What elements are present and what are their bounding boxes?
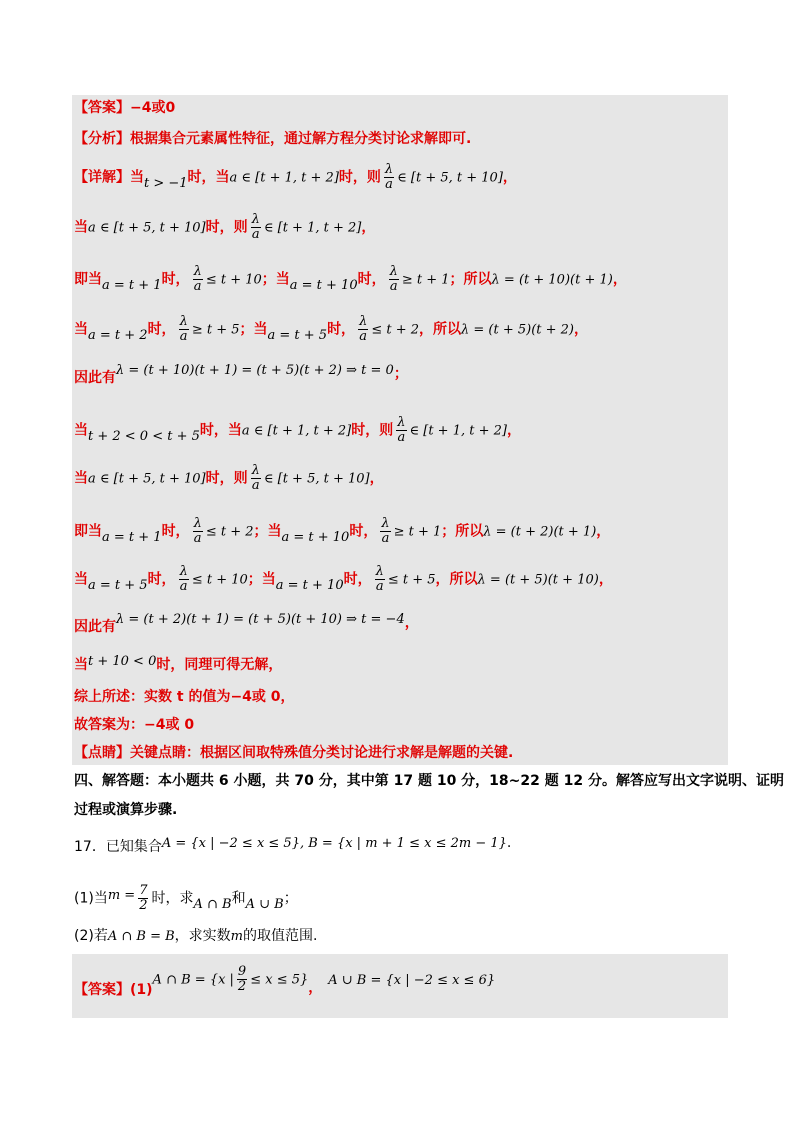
fraction [375,565,385,594]
text: 时，求 [151,890,194,907]
math-expr: A ∪ B = {x | −2 ≤ x ≤ 6} [328,972,496,988]
answer-tag: 【答案】 [74,981,130,998]
text: 17．已知集合 [74,839,162,855]
text: ， [308,979,323,996]
math-expr: ≤ t + 10 [191,572,248,588]
text: 即当 [74,271,102,288]
frac-num: λ [251,212,260,227]
frac-den: a [179,329,188,344]
text: 当 [74,321,88,338]
frac-num: λ [193,516,202,531]
text: ，求实数 [174,928,231,944]
text: ， [506,422,521,439]
fraction [396,416,406,445]
text: (1)当 [74,890,108,907]
frac-num: λ [381,516,390,531]
math-expr: a = t + 10 [275,577,344,593]
math-expr: ≤ t + 2 [371,322,419,338]
question-17-stem [74,833,511,854]
frac-num: λ [359,314,368,329]
math-expr: a ∈ [t + 1, t + 2] [241,423,352,439]
text: 时，当 [187,169,230,186]
section-heading-line-1 [74,771,784,791]
text: 时， [161,523,190,540]
text: ；当 [261,271,290,288]
math-expr: a = t + 10 [281,529,350,545]
text: 因此有 [74,370,116,386]
math-expr: A ∩ B [193,896,232,912]
question-17-part-2 [74,926,317,947]
math-expr: ≥ t + 1 [401,272,450,288]
fraction [138,884,148,913]
frac-den: a [179,579,188,594]
frac-den: a [359,329,368,344]
math-expr: ≤ t + 10 [205,272,262,288]
frac-den: a [381,531,390,546]
answer-tag: 【答案】 [74,100,130,116]
frac-den: a [193,279,202,294]
text: 时， [357,271,386,288]
math-expr: a = t + 1 [102,529,162,545]
math-expr: A = {x | −2 ≤ x ≤ 5}, B = {x | m + 1 ≤ x ≤ 2m − 1} [161,836,507,851]
frac-den: a [385,177,393,192]
text: 时，则 [351,422,394,439]
section-heading: 四、解答题：本小题共 6 小题，共 70 分，其中第 17 题 10 分，18~22 题 12 分。解答应写出文字说明、证明 [74,773,784,789]
fraction [179,315,189,344]
analysis-line [74,129,471,149]
text: (2)若 [74,928,108,944]
math-expr: m = [107,887,136,903]
text: 时， [327,321,356,338]
math-expr: A ∩ B = B [107,929,175,944]
text: 即当 [74,523,102,540]
fraction [179,565,189,594]
math-expr: λ = (t + 10)(t + 1) = (t + 5)(t + 2) ⇒ t = 0 [116,363,394,378]
frac-den: a [251,478,260,493]
math-expr: ∈ [t + 5, t + 10] [397,170,503,186]
text: 当 [74,219,88,236]
answer-value: −4或0 [130,100,176,116]
detail-line-5 [74,360,408,386]
answer-17-line [74,964,496,998]
text: 当 [74,470,88,487]
detail-line-11 [74,655,282,676]
text: ， [361,219,376,236]
frac-num: λ [251,463,260,478]
summary-line [74,687,295,707]
math-expr: m [230,929,243,944]
frac-num: λ [375,564,384,579]
math-expr: λ = (t + 5)(t + 2) [461,322,574,338]
text: 因此有 [74,619,116,635]
text: 时，当 [199,422,242,439]
detail-line-3 [74,265,627,294]
frac-num: λ [389,264,398,279]
detail-line-1 [74,163,517,192]
frac-den: 2 [237,979,247,994]
detail-line-6 [74,416,521,445]
math-expr: λ = (t + 5)(t + 10) [477,572,599,588]
text: ， [612,271,627,288]
section-heading-cont: 过程或演算步骤. [74,802,178,818]
frac-den: a [389,279,398,294]
frac-den: a [375,579,384,594]
final-answer-text: 故答案为：−4或 0 [74,717,195,733]
frac-num: λ [384,162,394,177]
math-expr: λ = (t + 2)(t + 1) = (t + 5)(t + 10) ⇒ t = −4 [116,612,405,627]
detail-line-10 [74,609,419,635]
math-expr: ∈ [t + 5, t + 10] [263,471,370,487]
text: ， [598,571,613,588]
detail-line-7 [74,464,384,493]
text: ， [596,523,611,540]
math-expr: A ∪ B [245,896,284,912]
fraction [384,163,394,192]
frac-num: λ [397,415,406,430]
text: ；所以 [449,271,492,288]
text: 当 [130,169,144,186]
text: 时， [349,523,378,540]
fraction [380,517,390,546]
final-answer-line [74,715,194,735]
text: ，所以 [435,571,478,588]
key-point-line [74,743,513,763]
text: 时， [147,321,176,338]
frac-den: a [251,227,260,242]
text: ；所以 [441,523,484,540]
frac-num: 7 [139,883,148,898]
math-expr: ∈ [t + 1, t + 2] [409,423,507,439]
text: . [506,835,512,851]
text: 时，则 [338,169,381,186]
math-expr: a ∈ [t + 1, t + 2] [229,170,339,186]
math-expr: a = t + 2 [88,327,148,343]
detail-line-9 [74,565,613,594]
math-expr: t + 2 < 0 < t + 5 [88,428,200,444]
math-expr: a = t + 5 [267,327,328,343]
text: 和 [231,890,246,907]
summary-text: 综上所述：实数 t 的值为−4或 0， [74,689,295,705]
text: ， [404,615,419,631]
math-expr: ∈ [t + 1, t + 2] [263,220,362,236]
math-expr: ≥ t + 1 [393,524,442,540]
fraction [193,517,203,546]
text: 时，则 [205,470,248,487]
text: 的取值范围. [242,928,318,944]
fraction [193,265,203,294]
part-label: (1) [130,981,153,998]
analysis-tag: 【分析】 [74,131,130,147]
text: ；当 [247,571,276,588]
detail-line-4 [74,315,588,344]
frac-num: λ [179,564,188,579]
math-expr: A ∩ B = {x | [152,972,234,988]
detail-line-2 [74,213,375,242]
fraction [389,265,399,294]
fraction [251,213,261,242]
frac-den: 2 [139,898,148,913]
text: 时，同理可得无解， [156,657,283,673]
text: ，所以 [419,321,461,338]
text: 时， [343,571,372,588]
detail-line-8 [74,517,610,546]
text: 时， [147,571,176,588]
math-expr: a = t + 1 [102,277,162,293]
frac-den: a [193,531,202,546]
math-expr: ≥ t + 5 [191,322,240,338]
question-17-part-1 [74,884,298,913]
text: ； [393,366,408,382]
fraction [358,315,368,344]
frac-num: 9 [237,964,247,979]
frac-num: λ [179,314,188,329]
math-expr: λ = (t + 10)(t + 1) [491,272,613,288]
answer-line [74,98,175,118]
math-expr: ≤ x ≤ 5} [250,972,309,988]
text: 时， [161,271,190,288]
text: 当 [74,422,88,439]
key-point-text: 关键点睛：根据区间取特殊值分类讨论进行求解是解题的关键. [130,745,514,761]
math-expr: t + 10 < 0 [88,654,157,669]
math-expr: t > −1 [144,175,188,191]
text: ， [369,470,384,487]
text: ；当 [239,321,268,338]
math-expr: a ∈ [t + 5, t + 10] [88,220,206,236]
text: 当 [74,657,88,673]
math-expr: ≤ t + 2 [205,524,254,540]
math-expr: ≤ t + 5 [387,572,436,588]
text: 当 [74,571,88,588]
math-expr: a ∈ [t + 5, t + 10] [88,471,206,487]
section-heading-line-2 [74,800,177,820]
math-expr: λ = (t + 2)(t + 1) [483,524,597,540]
text: 时，则 [205,219,248,236]
text: ；当 [253,523,282,540]
key-point-tag: 【点睛】 [74,745,130,761]
frac-den: a [397,430,406,445]
fraction [251,464,261,493]
detail-tag: 【详解】 [74,169,130,186]
fraction [237,965,247,994]
text: ， [574,321,588,338]
text: ， [502,169,517,186]
math-expr: a = t + 10 [289,277,358,293]
analysis-text: 根据集合元素属性特征，通过解方程分类讨论求解即可. [130,131,472,147]
math-expr: a = t + 5 [88,577,148,593]
frac-num: λ [193,264,202,279]
text: ； [283,890,298,907]
